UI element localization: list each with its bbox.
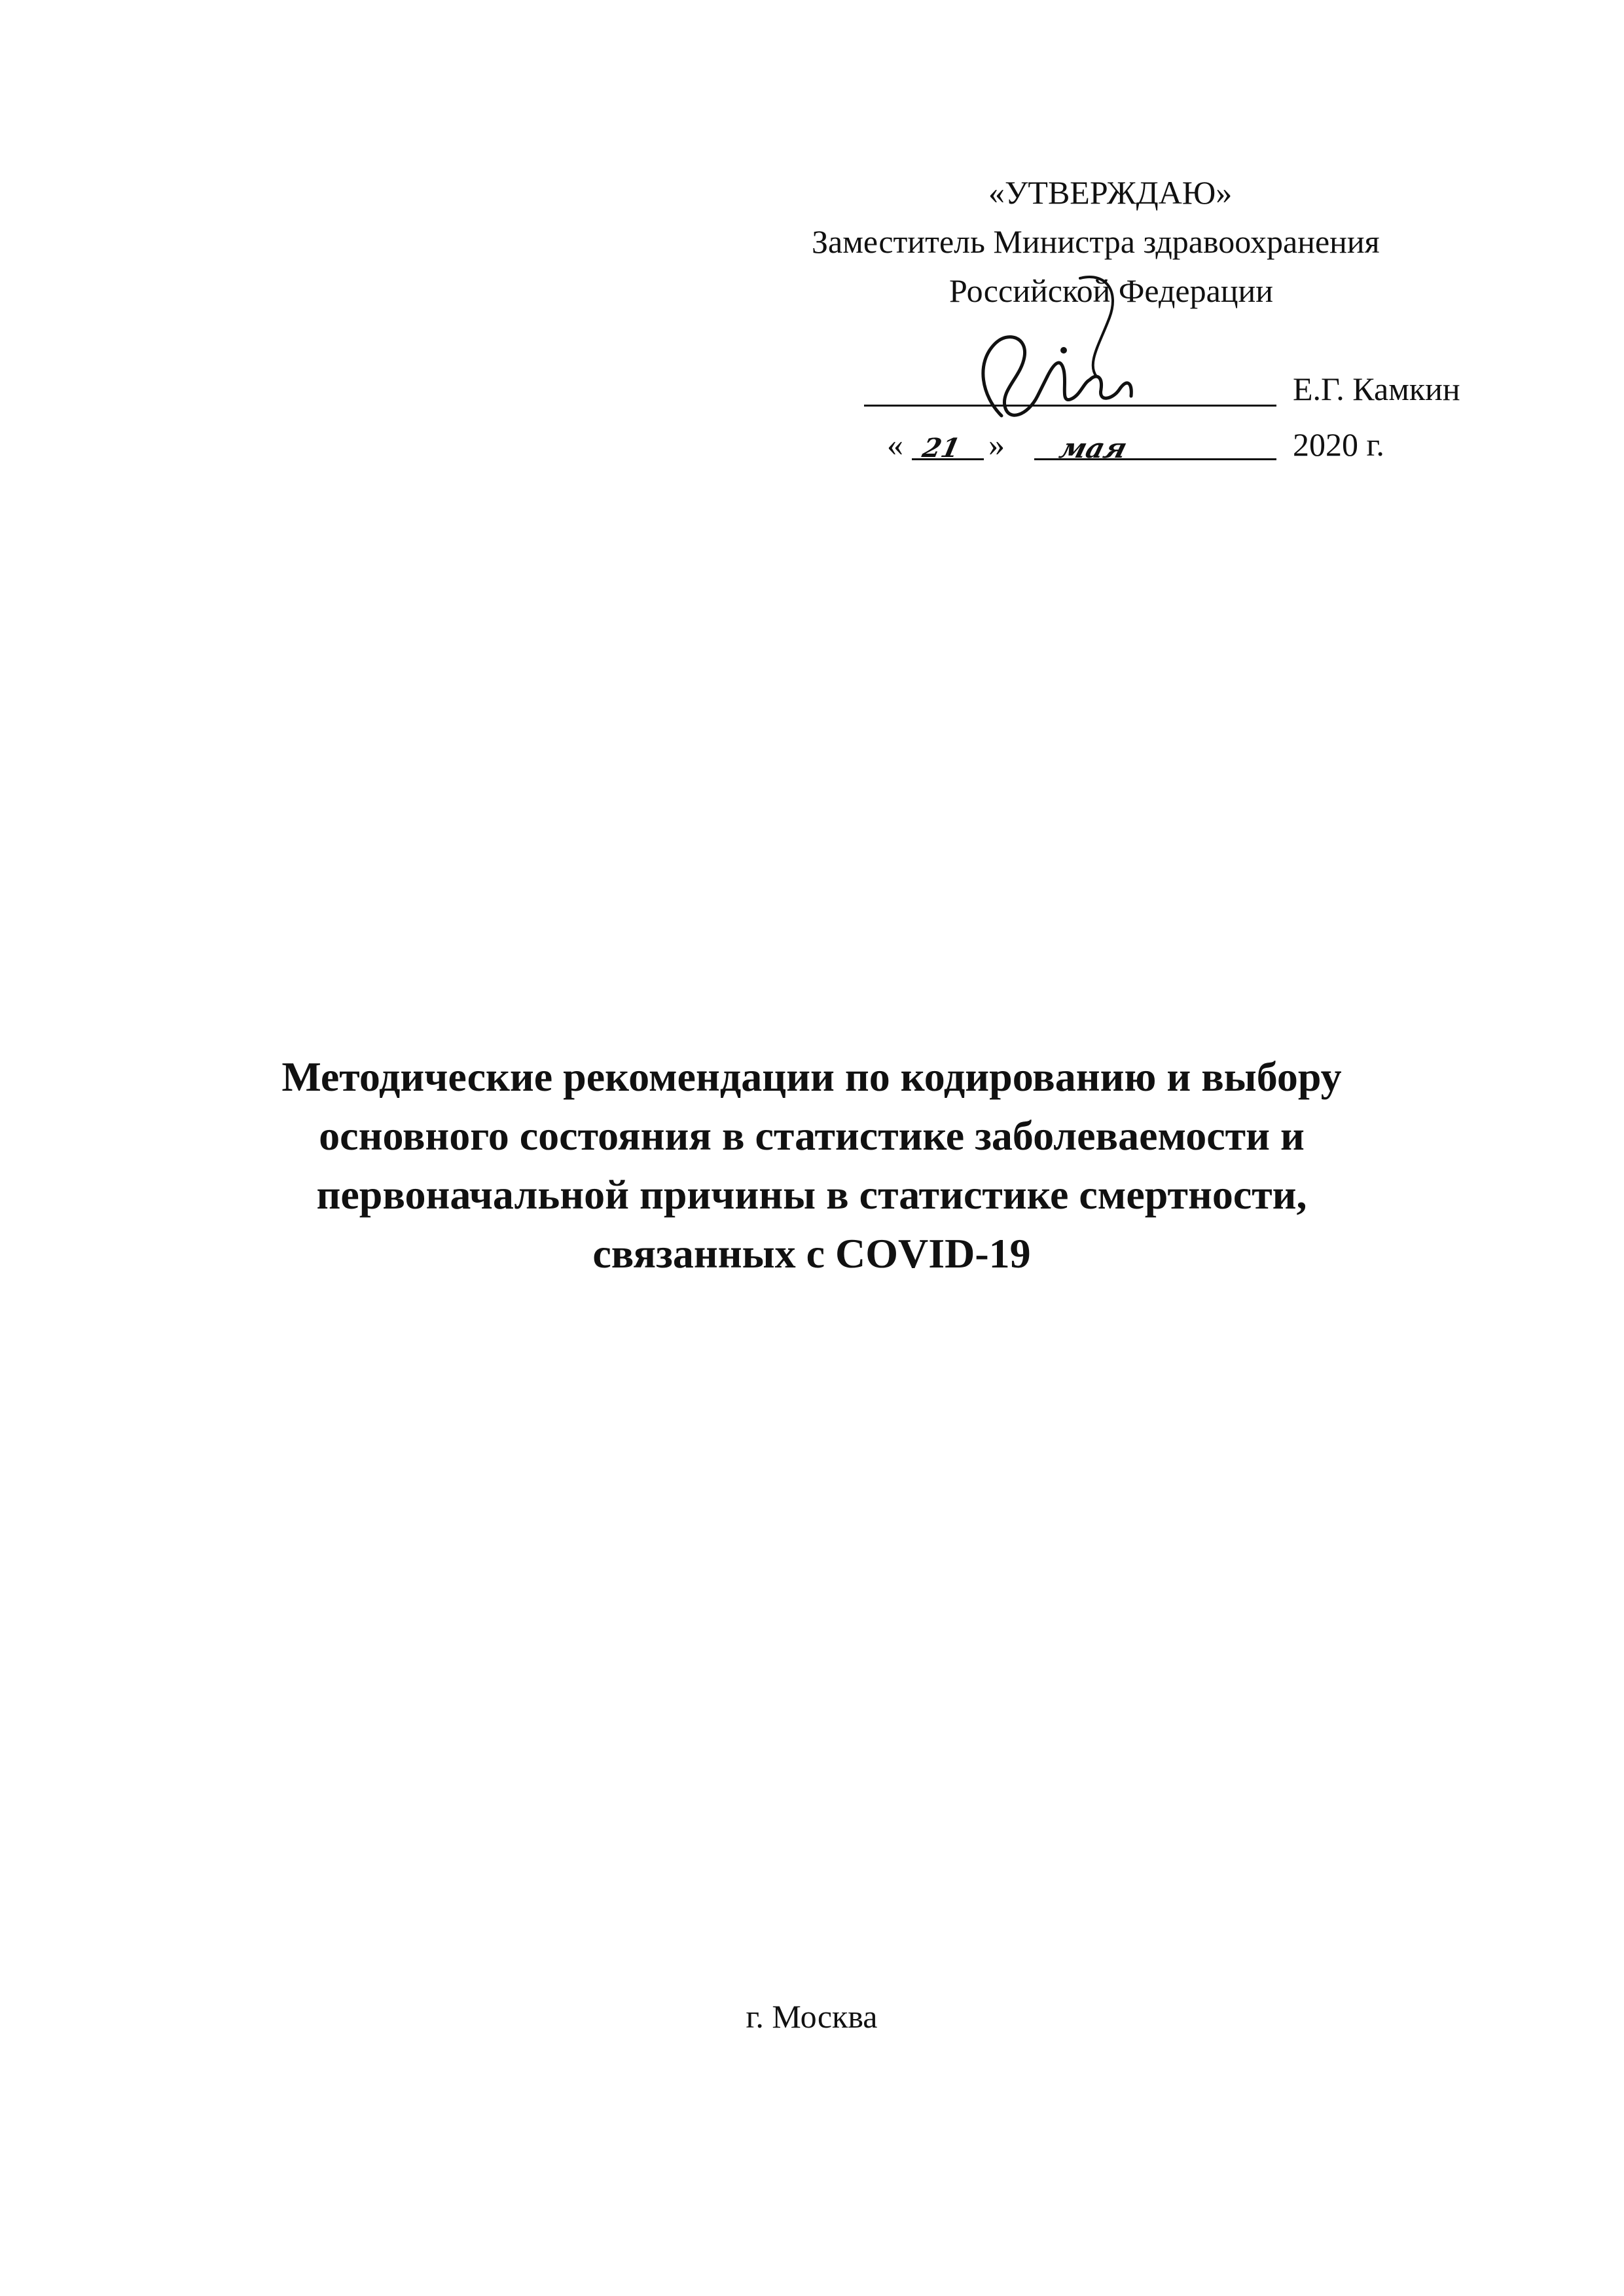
title-line: Методические рекомендации по кодированию и выбору [281, 1053, 1342, 1100]
title-line: связанных с COVID-19 [592, 1230, 1031, 1277]
signer-position-line-2: Российской Федерации [949, 272, 1274, 309]
date-open-quote: « [887, 426, 903, 463]
handwritten-day: 21 [920, 433, 963, 464]
approval-date [887, 419, 1476, 471]
handwritten-month: мая [1056, 432, 1131, 464]
signature-row [864, 363, 1460, 416]
signer-name: Е.Г. Камкин [1293, 371, 1460, 407]
date-year: 2020 г. [1293, 426, 1384, 463]
city-label: г. Москва [746, 1998, 878, 2035]
title-line: первоначальной причины в статистике смертности, [316, 1171, 1307, 1218]
signature-line [864, 405, 1276, 407]
approval-heading: «УТВЕРЖДАЮ» [988, 174, 1233, 211]
date-close-quote: » [988, 426, 1005, 463]
document-title [157, 1048, 1466, 1283]
signer-position-line-1: Заместитель Министра здравоохранения [812, 223, 1380, 260]
handwritten-signature [956, 265, 1172, 435]
title-line: основного состояния в статистике заболеваемости и [319, 1112, 1305, 1159]
